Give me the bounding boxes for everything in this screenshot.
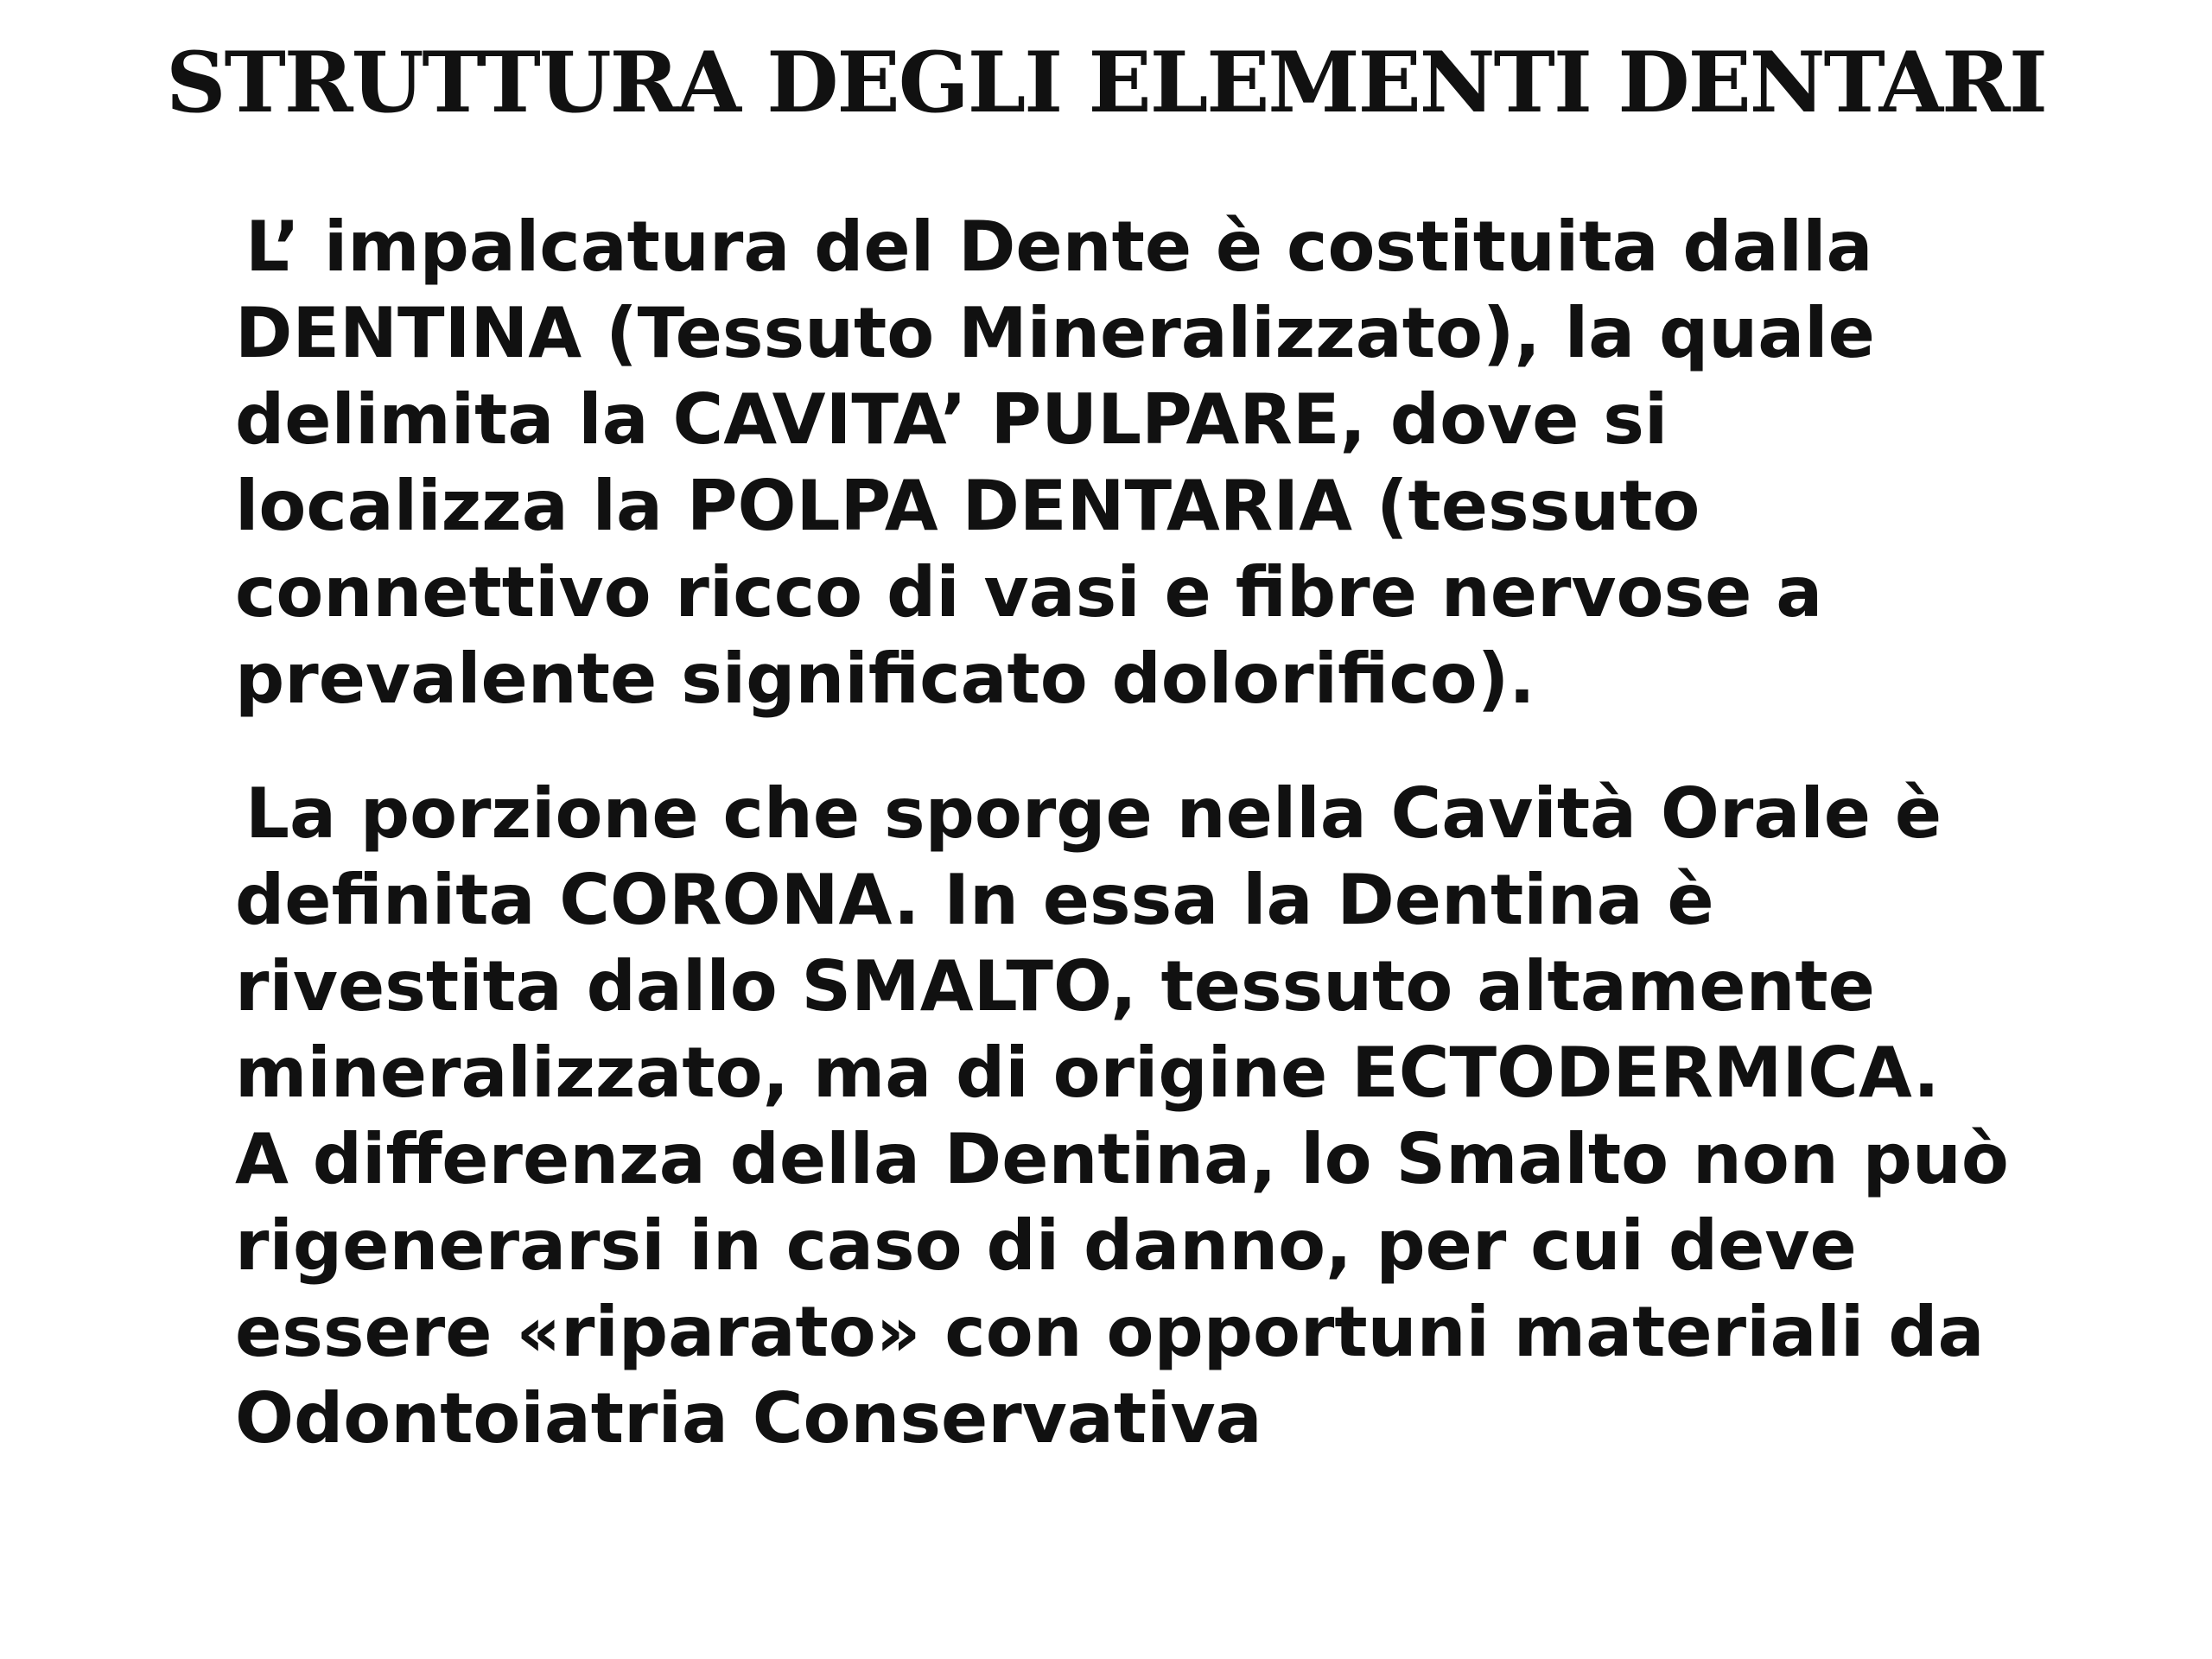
paragraph-line: essere «riparato» con opportuni materiali da [235,1292,1985,1372]
paragraph-line: rivestita dallo SMALTO, tessuto altamente [235,946,1875,1027]
paragraph-corona [235,771,2162,1462]
paragraph-line: DENTINA (Tessuto Mineralizzato), la quale [235,293,1875,373]
paragraph-line: rigenerarsi in caso di danno, per cui deve [235,1205,1857,1286]
paragraph-line: mineralizzato, ma di origine ECTODERMICA. [235,1033,1940,1113]
paragraph-line: Odontoiatria Conservativa [235,1378,1262,1459]
paragraph-line: La porzione che sporge nella Cavità Orale è [245,773,1942,854]
paragraph-line: connettivo ricco di vasi e fibre nervose a [235,552,1823,632]
paragraph-line: delimita la CAVITA’ PULPARE, dove si [235,379,1669,460]
paragraph-line: definita CORONA. In essa la Dentina è [235,860,1714,940]
paragraph-line: prevalente significato dolorifico). [235,639,1535,719]
paragraph-dentina [235,204,2162,722]
paragraph-line: localizza la POLPA DENTARIA (tessuto [235,466,1700,546]
paragraph-line: L’ impalcatura del Dente è costituita dalla [245,207,1873,287]
paragraph-line: A differenza della Dentina, lo Smalto non può [235,1119,2009,1199]
slide-title: STRUTTURA DEGLI ELEMENTI DENTARI [166,34,2046,131]
